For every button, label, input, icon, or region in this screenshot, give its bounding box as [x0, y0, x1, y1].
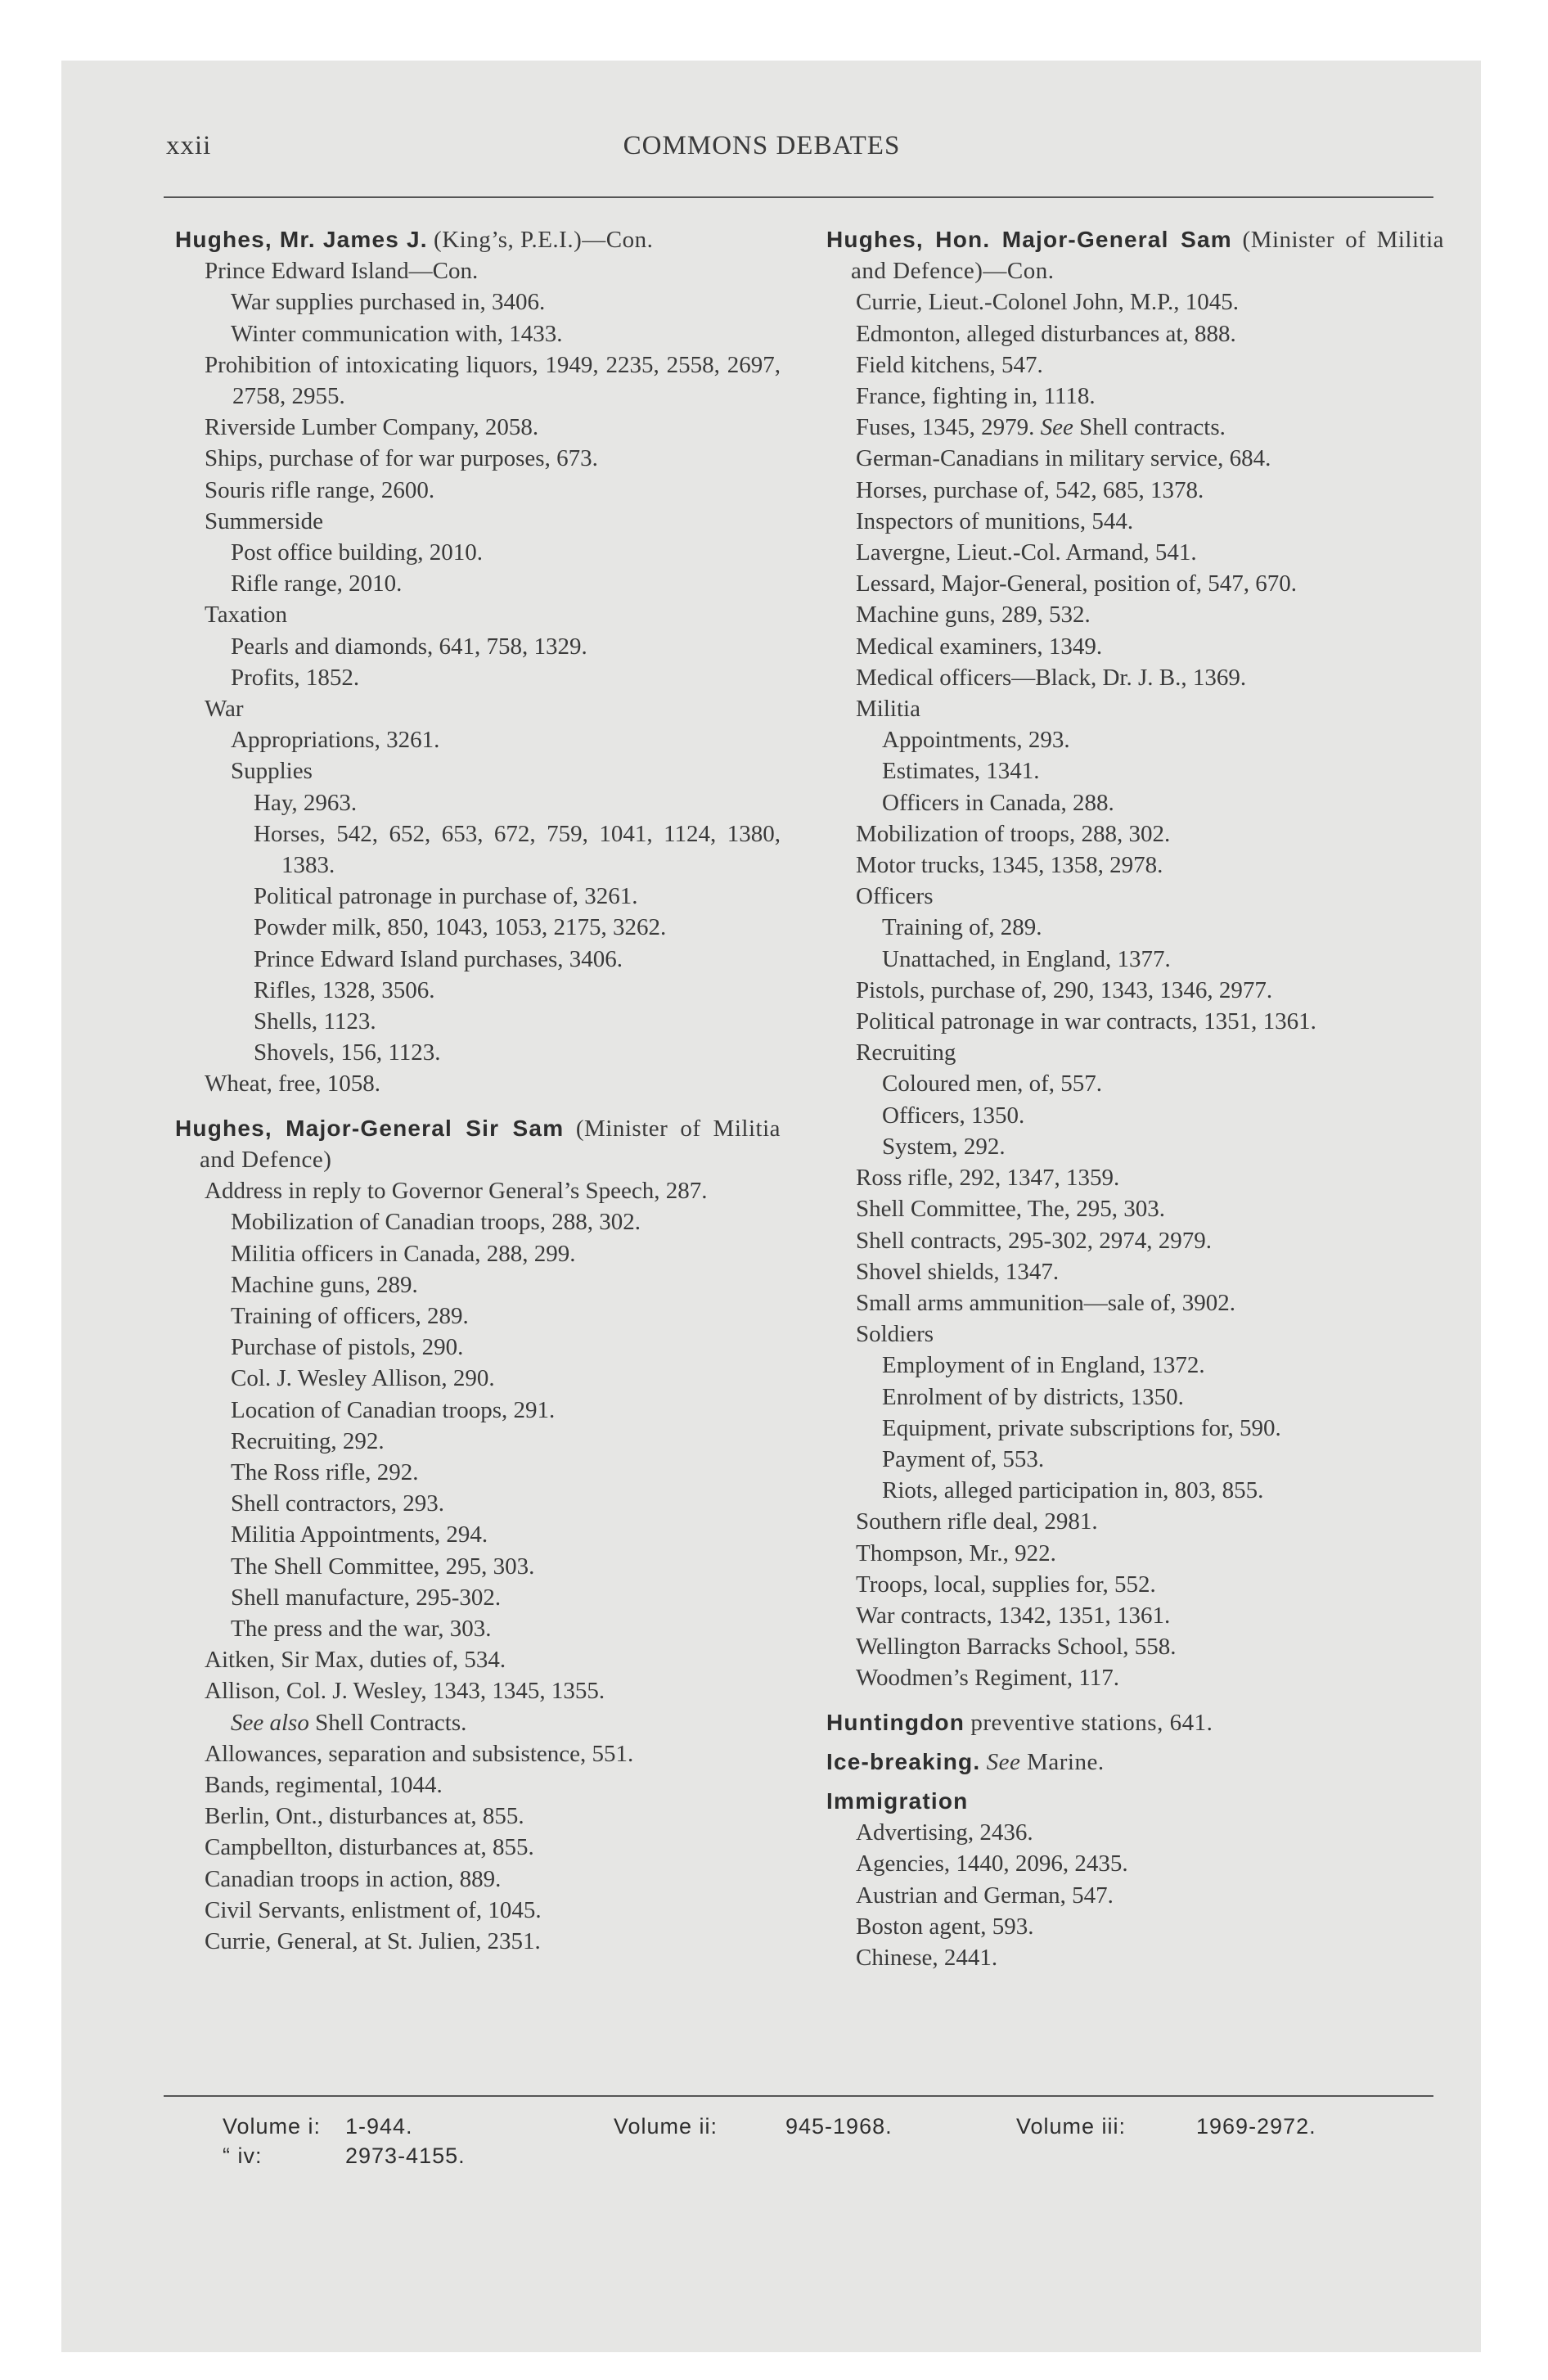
see-reference: See	[986, 1748, 1021, 1775]
index-entry: France, fighting in, 1118.	[856, 383, 1096, 410]
index-heading	[826, 1786, 1444, 1817]
index-entry: Thompson, Mr., 922.	[856, 1539, 1056, 1566]
index-entry: War	[205, 696, 244, 723]
index-entry: Machine guns, 289, 532.	[856, 602, 1091, 629]
index-entry: Enrolment of by districts, 1350.	[882, 1383, 1184, 1410]
index-entry: Profits, 1852.	[231, 664, 360, 691]
index-entry: Woodmen’s Regiment, 117.	[856, 1665, 1120, 1692]
index-entry: Location of Canadian troops, 291.	[231, 1396, 556, 1423]
index-heading	[826, 1747, 1444, 1778]
index-entry: Prince Edward Island—Con.	[205, 258, 479, 285]
index-entry: Currie, General, at St. Julien, 2351.	[205, 1927, 541, 1954]
index-entry: Lavergne, Lieut.-Col. Armand, 541.	[856, 539, 1197, 566]
index-entry: Horses, purchase of, 542, 685, 1378.	[856, 476, 1204, 503]
header-rule	[164, 196, 1433, 198]
index-entry: Militia	[856, 696, 920, 723]
index-entry: The press and the war, 303.	[231, 1615, 492, 1642]
index-heading	[175, 1113, 781, 1175]
index-heading	[175, 224, 781, 255]
index-entry: War contracts, 1342, 1351, 1361.	[856, 1602, 1171, 1629]
index-entry: Purchase of pistols, 290.	[231, 1334, 464, 1361]
index-entry: Aitken, Sir Max, duties of, 534.	[205, 1647, 506, 1674]
index-entry: Winter communication with, 1433.	[231, 320, 563, 347]
volume-2-range: 945-1968.	[785, 2114, 893, 2139]
index-entry: Riots, alleged participation in, 803, 855.	[882, 1477, 1264, 1504]
running-title: COMMONS DEBATES	[623, 131, 901, 160]
index-entry: Shell Committee, The, 295, 303.	[856, 1196, 1166, 1223]
entry-text: Shell contracts.	[1073, 414, 1226, 441]
index-entry: Col. J. Wesley Allison, 290.	[231, 1365, 495, 1392]
heading-detail: (Minister of Militia and Defence)—Con.	[851, 227, 1445, 285]
index-entry: Militia Appointments, 294.	[231, 1521, 488, 1548]
volume-4-label: “ iv:	[223, 2143, 263, 2168]
index-heading	[826, 224, 1444, 286]
index-entry: Allison, Col. J. Wesley, 1343, 1345, 1355.	[205, 1678, 605, 1705]
index-column-left	[175, 224, 781, 1957]
index-entry: Payment of, 553.	[882, 1445, 1045, 1472]
index-entry: System, 292.	[882, 1133, 1006, 1160]
heading-name: Hughes, Mr. James J.	[175, 227, 428, 252]
index-entry: Machine guns, 289.	[231, 1271, 418, 1298]
index-entry: Pearls and diamonds, 641, 758, 1329.	[231, 633, 587, 660]
heading-detail: Marine.	[1020, 1748, 1105, 1775]
heading-name: Hughes, Hon. Major-General Sam	[826, 227, 1232, 252]
index-entry: Supplies	[231, 758, 313, 785]
index-entry: Address in reply to Governor General’s Speech, 287.	[205, 1178, 708, 1205]
heading-name: Huntingdon	[826, 1709, 965, 1735]
index-entry: Lessard, Major-General, position of, 547, 670.	[856, 570, 1298, 597]
heading-name: Immigration	[826, 1787, 969, 1814]
index-entry: Prohibition of intoxicating liquors, 1949, 2235, 2558, 2697, 2758, 2955.	[205, 351, 781, 410]
index-entry: Post office building, 2010.	[231, 539, 483, 566]
page-number: xxii	[166, 131, 212, 160]
index-entry: Training of officers, 289.	[231, 1302, 469, 1329]
index-heading	[826, 1707, 1444, 1738]
index-entry: Soldiers	[856, 1321, 934, 1348]
index-entry: Shell contractors, 293.	[231, 1490, 444, 1517]
volume-2-label: Volume ii:	[614, 2114, 718, 2139]
index-entry: Boston agent, 593.	[856, 1913, 1034, 1940]
index-entry: Currie, Lieut.-Colonel John, M.P., 1045.	[856, 289, 1240, 316]
index-entry: Civil Servants, enlistment of, 1045.	[205, 1896, 542, 1923]
index-entry: The Ross rifle, 292.	[231, 1458, 419, 1485]
index-entry: Militia officers in Canada, 288, 299.	[231, 1240, 576, 1267]
index-entry: Summerside	[205, 507, 323, 534]
index-entry: Allowances, separation and subsistence, 551.	[205, 1740, 634, 1767]
volume-1-range: 1-944.	[345, 2114, 413, 2139]
index-entry: Field kitchens, 547.	[856, 351, 1043, 378]
heading-detail: preventive stations, 641.	[970, 1709, 1213, 1736]
index-entry: Edmonton, alleged disturbances at, 888.	[856, 320, 1236, 347]
index-entry: Shovel shields, 1347.	[856, 1258, 1060, 1285]
index-entry: Advertising, 2436.	[856, 1819, 1033, 1846]
index-entry: Training of, 289.	[882, 914, 1042, 941]
volume-3-range: 1969-2972.	[1196, 2114, 1316, 2139]
index-entry: Rifles, 1328, 3506.	[254, 976, 435, 1003]
index-entry: Appointments, 293.	[882, 727, 1070, 754]
heading-detail: (Minister of Militia and Defence)	[200, 1115, 781, 1173]
index-entry: Shells, 1123.	[254, 1008, 376, 1035]
index-entry: Recruiting, 292.	[231, 1427, 385, 1454]
index-entry: Inspectors of munitions, 544.	[856, 507, 1134, 534]
heading-detail: (King’s, P.E.I.)—Con.	[434, 227, 654, 253]
index-entry: Shell manufacture, 295-302.	[231, 1584, 502, 1611]
entry-text: Fuses, 1345, 2979.	[856, 414, 1041, 441]
index-entry: Equipment, private subscriptions for, 590.	[882, 1414, 1281, 1441]
index-entry: Troops, local, supplies for, 552.	[856, 1571, 1156, 1598]
index-entry	[856, 412, 1444, 443]
index-entry: Political patronage in purchase of, 3261.	[254, 883, 638, 910]
index-entry: Appropriations, 3261.	[231, 727, 440, 754]
see-reference: See also	[231, 1709, 309, 1736]
index-entry: Berlin, Ont., disturbances at, 855.	[205, 1803, 524, 1830]
see-reference: See	[1040, 414, 1073, 441]
page-header	[107, 131, 1416, 172]
index-entry: Souris rifle range, 2600.	[205, 476, 435, 503]
index-entry: Ships, purchase of for war purposes, 673.	[205, 445, 598, 472]
index-entry: Bands, regimental, 1044.	[205, 1771, 443, 1798]
index-entry: Shell contracts, 295-302, 2974, 2979.	[856, 1227, 1212, 1254]
index-entry: Officers	[856, 883, 934, 910]
index-entry: Estimates, 1341.	[882, 758, 1040, 785]
index-entry: Wheat, free, 1058.	[205, 1071, 380, 1098]
heading-name: Hughes, Major-General Sir Sam	[175, 1115, 565, 1141]
index-entry: Campbellton, disturbances at, 855.	[205, 1834, 534, 1861]
volume-4-range: 2973-4155.	[345, 2143, 466, 2168]
index-entry: War supplies purchased in, 3406.	[231, 289, 546, 316]
index-entry: Mobilization of Canadian troops, 288, 302.	[231, 1209, 641, 1236]
index-entry: Officers in Canada, 288.	[882, 789, 1114, 816]
index-entry: Agencies, 1440, 2096, 2435.	[856, 1850, 1128, 1877]
index-entry: Pistols, purchase of, 290, 1343, 1346, 2977.	[856, 976, 1273, 1003]
index-column-right	[826, 224, 1444, 1973]
index-entry: Rifle range, 2010.	[231, 570, 403, 597]
index-entry: Medical officers—Black, Dr. J. B., 1369.	[856, 664, 1247, 691]
index-entry: The Shell Committee, 295, 303.	[231, 1553, 535, 1580]
heading-name: Ice-breaking.	[826, 1748, 981, 1774]
index-entry: Officers, 1350.	[882, 1102, 1025, 1129]
index-entry: Recruiting	[856, 1039, 956, 1066]
index-entry: Shovels, 156, 1123.	[254, 1039, 441, 1066]
index-entry: Medical examiners, 1349.	[856, 633, 1103, 660]
index-entry: Coloured men, of, 557.	[882, 1071, 1103, 1098]
index-entry: Horses, 542, 652, 653, 672, 759, 1041, 1124, 1380, 1383.	[254, 820, 781, 879]
index-entry: Motor trucks, 1345, 1358, 2978.	[856, 852, 1163, 879]
index-entry: Southern rifle deal, 2981.	[856, 1508, 1098, 1535]
index-entry: Small arms ammunition—sale of, 3902.	[856, 1289, 1235, 1316]
footer-rule	[164, 2095, 1433, 2097]
index-entry: Taxation	[205, 602, 288, 629]
index-entry: Mobilization of troops, 288, 302.	[856, 820, 1171, 847]
index-entry: Riverside Lumber Company, 2058.	[205, 414, 539, 441]
index-entry: Employment of in England, 1372.	[882, 1352, 1205, 1379]
index-entry: Canadian troops in action, 889.	[205, 1865, 502, 1892]
index-entry: Hay, 2963.	[254, 789, 358, 816]
index-entry: Ross rifle, 292, 1347, 1359.	[856, 1165, 1120, 1192]
index-entry: German-Canadians in military service, 684.	[856, 445, 1271, 472]
volume-1-label: Volume i:	[223, 2114, 322, 2139]
index-entry: Political patronage in war contracts, 1351, 1361.	[856, 1008, 1316, 1035]
index-entry: Unattached, in England, 1377.	[882, 945, 1171, 972]
volume-3-label: Volume iii:	[1016, 2114, 1127, 2139]
entry-text: Shell Contracts.	[308, 1709, 467, 1736]
index-entry: Chinese, 2441.	[856, 1944, 998, 1971]
index-entry: Austrian and German, 547.	[856, 1882, 1114, 1909]
index-entry: Wellington Barracks School, 558.	[856, 1634, 1177, 1661]
index-entry: Prince Edward Island purchases, 3406.	[254, 945, 623, 972]
index-entry: Powder milk, 850, 1043, 1053, 2175, 3262.	[254, 914, 667, 941]
index-entry	[231, 1707, 781, 1738]
